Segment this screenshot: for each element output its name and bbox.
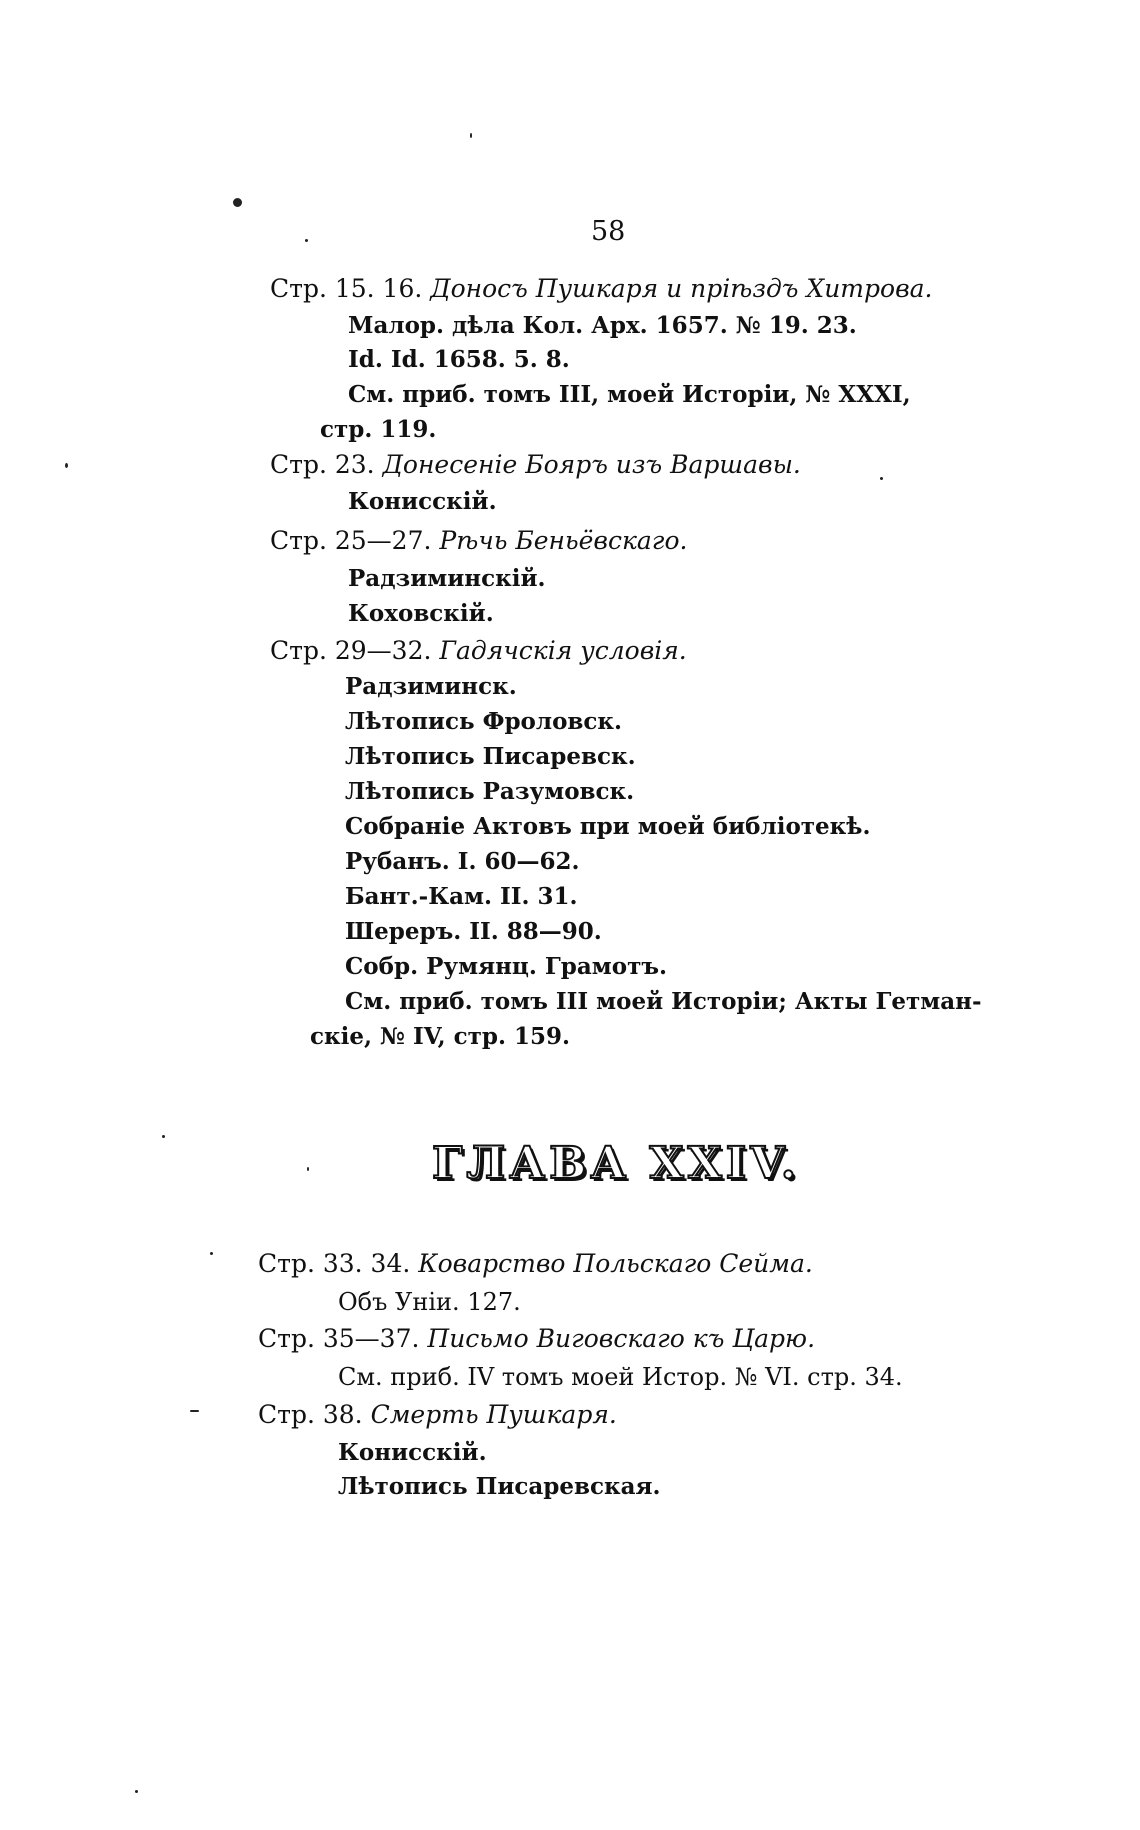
source-citation: Рубанъ. I. 60—62. [345, 848, 580, 875]
ink-speck [470, 133, 472, 138]
source-citation: скiе, № IV, стр. 159. [310, 1023, 570, 1050]
reference-entry [270, 524, 687, 558]
entry-title: Гадячскiя условiя. [439, 636, 687, 665]
source-citation: Малор. дѣла Кол. Арх. 1657. № 19. 23. [348, 312, 857, 339]
reference-entry [258, 1247, 813, 1281]
ink-speck [162, 1135, 165, 1138]
page-reference: Стр. 33. 34. [258, 1249, 411, 1278]
page-reference: Стр. 35—37. [258, 1324, 420, 1353]
ink-speck [65, 463, 68, 468]
source-citation: Собр. Румянц. Грамотъ. [345, 953, 667, 980]
source-citation: См. приб. томъ III моей Исторiи; Акты Гетман- [345, 988, 982, 1015]
source-citation: См. приб. томъ III, моей Исторiи, № XXXI, [348, 381, 911, 408]
source-citation: Лѣтопись Фроловск. [345, 708, 623, 735]
source-citation: Id. Id. 1658. 5. 8. [348, 346, 570, 373]
page-reference: Стр. 23. [270, 450, 375, 479]
ink-speck [307, 1167, 309, 1171]
source-citation: См. приб. IV томъ моей Истор. № VI. стр. 34. [338, 1363, 903, 1391]
source-citation: Собранiе Актовъ при моей библiотекѣ. [345, 813, 871, 840]
source-citation: Конисскiй. [338, 1439, 487, 1466]
ink-speck [210, 1252, 213, 1255]
page-reference: Стр. 25—27. [270, 526, 432, 555]
reference-entry [258, 1322, 815, 1356]
ink-speck [233, 198, 242, 207]
source-citation: Бант.-Кам. II. 31. [345, 883, 578, 910]
page-number: 58 [591, 216, 626, 247]
source-citation: Лѣтопись Писаревская. [338, 1473, 661, 1500]
page-reference: Стр. 15. 16. [270, 274, 423, 303]
source-citation: Объ Унiи. 127. [338, 1288, 521, 1316]
reference-entry [258, 1398, 617, 1432]
source-citation: Шереръ. II. 88—90. [345, 918, 602, 945]
ink-speck [190, 1410, 199, 1412]
entry-title: Доносъ Пушкаря и прiѣздъ Хитрова. [430, 274, 933, 303]
entry-title: Донесенiе Бояръ изъ Варшавы. [382, 450, 801, 479]
ink-speck [305, 239, 308, 242]
source-citation: стр. 119. [320, 416, 437, 443]
source-citation: Конисскiй. [348, 488, 497, 515]
reference-entry [270, 634, 687, 668]
ink-speck [880, 477, 883, 480]
reference-entry [270, 448, 801, 482]
source-citation: Лѣтопись Писаревск. [345, 743, 636, 770]
entry-title: Рѣчь Беньёвскаго. [439, 526, 688, 555]
entry-title: Смерть Пушкаря. [370, 1400, 617, 1429]
source-citation: Радзиминск. [345, 673, 517, 700]
page-reference: Стр. 29—32. [270, 636, 432, 665]
source-citation: Радзиминскiй. [348, 565, 546, 592]
ink-speck [135, 1790, 138, 1793]
page-reference: Стр. 38. [258, 1400, 363, 1429]
entry-title: Коварство Польскаго Сейма. [418, 1249, 813, 1278]
reference-entry [270, 272, 932, 306]
chapter-heading: ГЛАВА XXIV. [432, 1138, 801, 1189]
entry-title: Письмо Виговскаго къ Царю. [427, 1324, 816, 1353]
source-citation: Лѣтопись Разумовск. [345, 778, 635, 805]
source-citation: Коховскiй. [348, 600, 494, 627]
